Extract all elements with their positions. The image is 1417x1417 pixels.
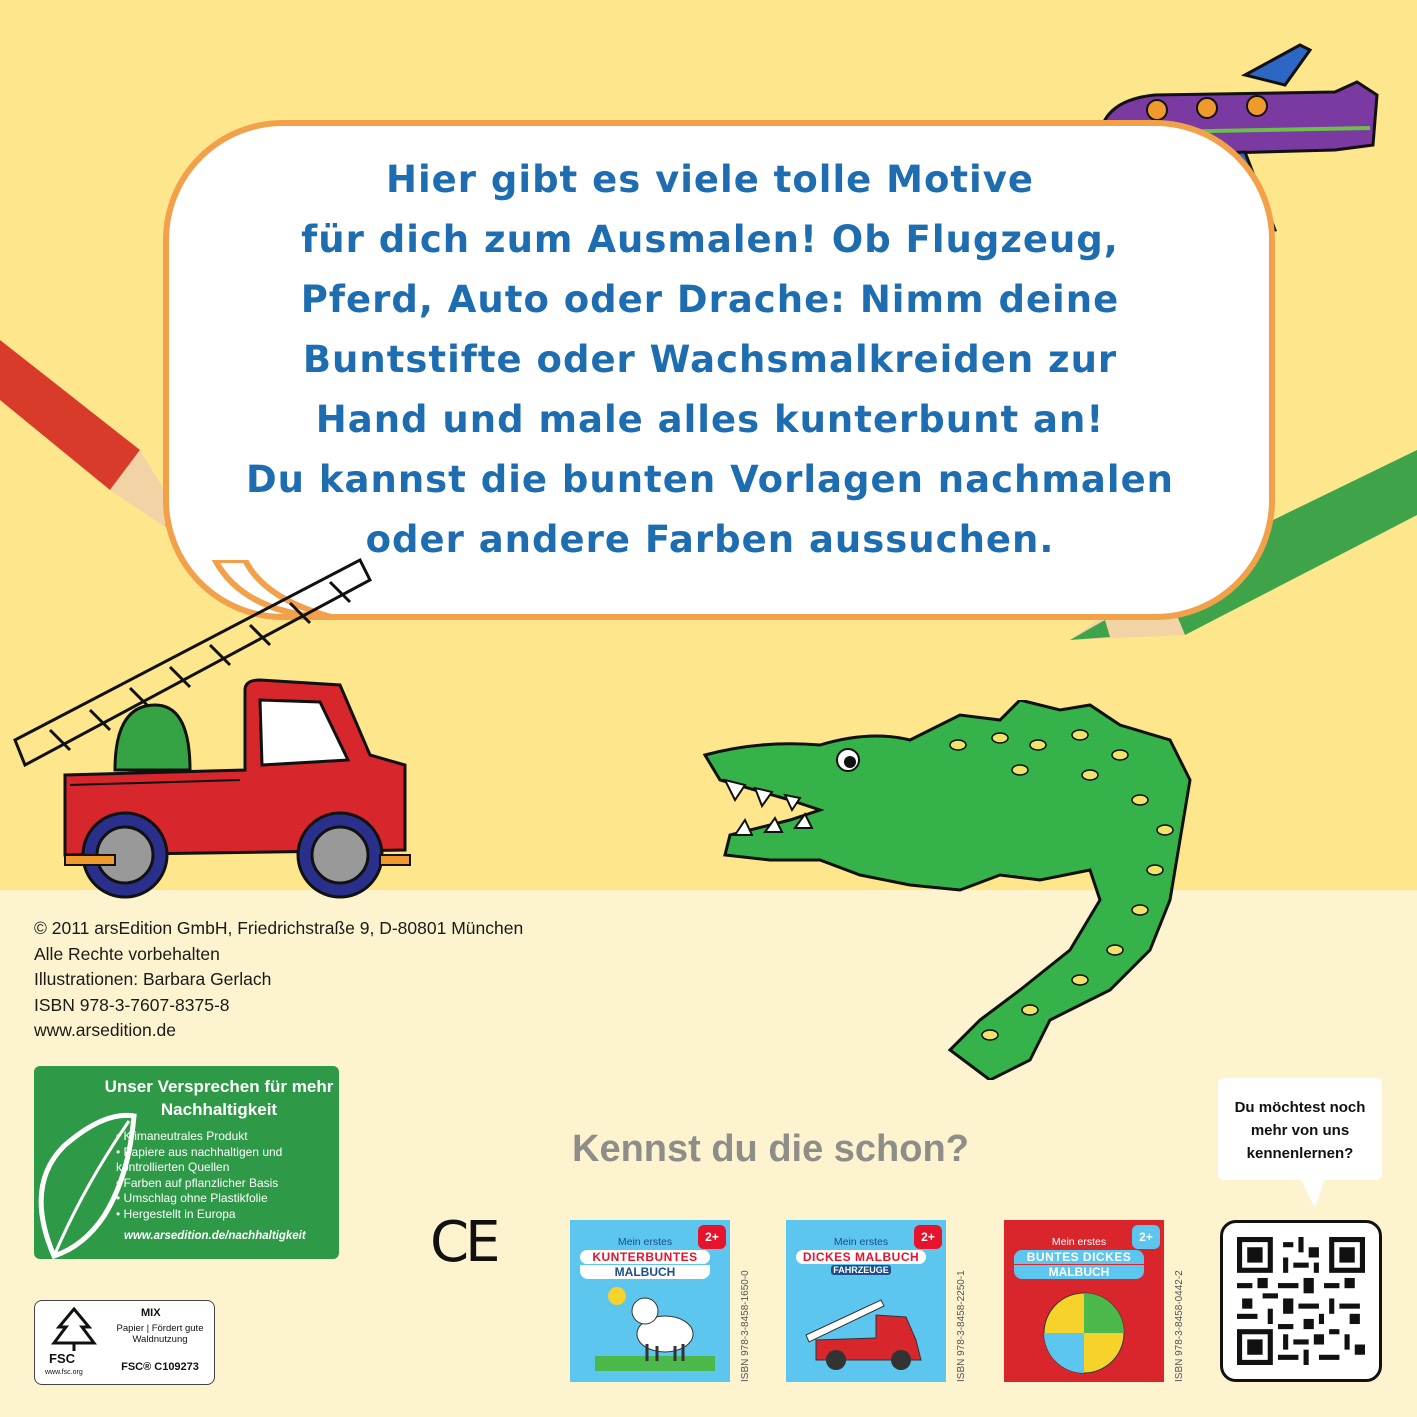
book-cover-1[interactable] bbox=[570, 1220, 730, 1382]
book-isbn: ISBN 978-3-8458-2250-1 bbox=[956, 1270, 967, 1382]
crocodile-illustration bbox=[700, 700, 1200, 1080]
book-title-line2: BUNTES DICKES bbox=[1014, 1250, 1144, 1264]
qr-code[interactable] bbox=[1220, 1220, 1382, 1382]
age-badge: 2+ bbox=[698, 1225, 726, 1249]
book-title-line1: Mein erstes bbox=[833, 1236, 889, 1248]
website-link[interactable]: www.arsedition.de bbox=[34, 1020, 177, 1041]
fsc-site: www.fsc.org bbox=[45, 1369, 83, 1376]
intro-line: Du kannst die bunten Vorlagen nachmalen bbox=[245, 458, 1175, 501]
goat-icon bbox=[595, 1286, 715, 1371]
fsc-mix: MIX bbox=[141, 1307, 161, 1319]
list-item: • Hergestellt in Europa bbox=[116, 1207, 331, 1223]
intro-line: für dich zum Ausmalen! Ob Flugzeug, bbox=[301, 218, 1119, 261]
fsc-code: FSC® C109273 bbox=[121, 1361, 199, 1373]
book-isbn: ISBN 978-3-8458-0442-2 bbox=[1174, 1270, 1185, 1382]
book-title-line3: FAHRZEUGE bbox=[831, 1265, 891, 1275]
qr-bubble-tail bbox=[1300, 1178, 1330, 1210]
list-item: • Papiere aus nachhaltigen und kontrollierten Quellen bbox=[116, 1145, 331, 1176]
ball-icon bbox=[1039, 1288, 1129, 1378]
qr-code-icon bbox=[1237, 1237, 1365, 1365]
age-badge: 2+ bbox=[914, 1225, 942, 1249]
sustainability-list bbox=[116, 1129, 331, 1223]
book-title-line2: DICKES MALBUCH bbox=[796, 1250, 926, 1264]
fsc-tree-icon bbox=[49, 1307, 99, 1351]
list-item: • Farben auf pflanzlicher Basis bbox=[116, 1176, 331, 1192]
rights-line: Alle Rechte vorbehalten bbox=[34, 943, 220, 964]
copyright-line: © 2011 arsEdition GmbH, Friedrichstraße 9, D-80801 München bbox=[34, 918, 524, 938]
fire-truck-icon bbox=[801, 1290, 931, 1370]
sustainability-title: Unser Versprechen für mehr Nachhaltigkeit bbox=[104, 1077, 334, 1119]
intro-line: Hand und male alles kunterbunt an! bbox=[315, 398, 1105, 441]
sustainability-box bbox=[34, 1066, 339, 1259]
intro-line: Buntstifte oder Wachsmalkreiden zur bbox=[302, 338, 1118, 381]
age-badge: 2+ bbox=[1132, 1225, 1160, 1249]
intro-line: Hier gibt es viele tolle Motive bbox=[386, 158, 1034, 201]
book-cover-2[interactable] bbox=[786, 1220, 946, 1382]
fsc-label bbox=[34, 1300, 215, 1385]
fsc-description: Papier | Fördert gute Waldnutzung bbox=[116, 1323, 204, 1345]
book-title-line3: MALBUCH bbox=[1014, 1265, 1144, 1279]
illustrator-line: Illustrationen: Barbara Gerlach bbox=[34, 969, 272, 990]
intro-text bbox=[200, 150, 1220, 570]
book-title-line2: KUNTERBUNTES bbox=[580, 1250, 710, 1264]
fire-truck-illustration bbox=[10, 555, 415, 900]
book-isbn: ISBN 978-3-8458-1650-0 bbox=[740, 1270, 751, 1382]
list-item: • Umschlag ohne Plastikfolie bbox=[116, 1191, 331, 1207]
imprint bbox=[34, 916, 523, 1044]
related-heading: Kennst du die schon? bbox=[572, 1128, 969, 1170]
isbn-line: ISBN 978-3-7607-8375-8 bbox=[34, 994, 230, 1015]
book-title-line1: Mein erstes bbox=[1051, 1236, 1107, 1248]
list-item: • Klimaneutrales Produkt bbox=[116, 1129, 331, 1145]
intro-line: Pferd, Auto oder Drache: Nimm deine bbox=[300, 278, 1120, 321]
intro-line: oder andere Farben aussuchen. bbox=[365, 518, 1055, 561]
qr-prompt: Du möchtest noch mehr von uns kennenlernen? bbox=[1234, 1099, 1366, 1162]
ce-mark: CE bbox=[430, 1210, 497, 1275]
book-title-line3: MALBUCH bbox=[580, 1265, 710, 1279]
sustainability-link[interactable]: www.arsedition.de/nachhaltigkeit bbox=[124, 1230, 306, 1242]
book-cover-3[interactable] bbox=[1004, 1220, 1164, 1382]
fsc-brand: FSC bbox=[49, 1351, 75, 1366]
book-title-line1: Mein erstes bbox=[617, 1236, 673, 1248]
